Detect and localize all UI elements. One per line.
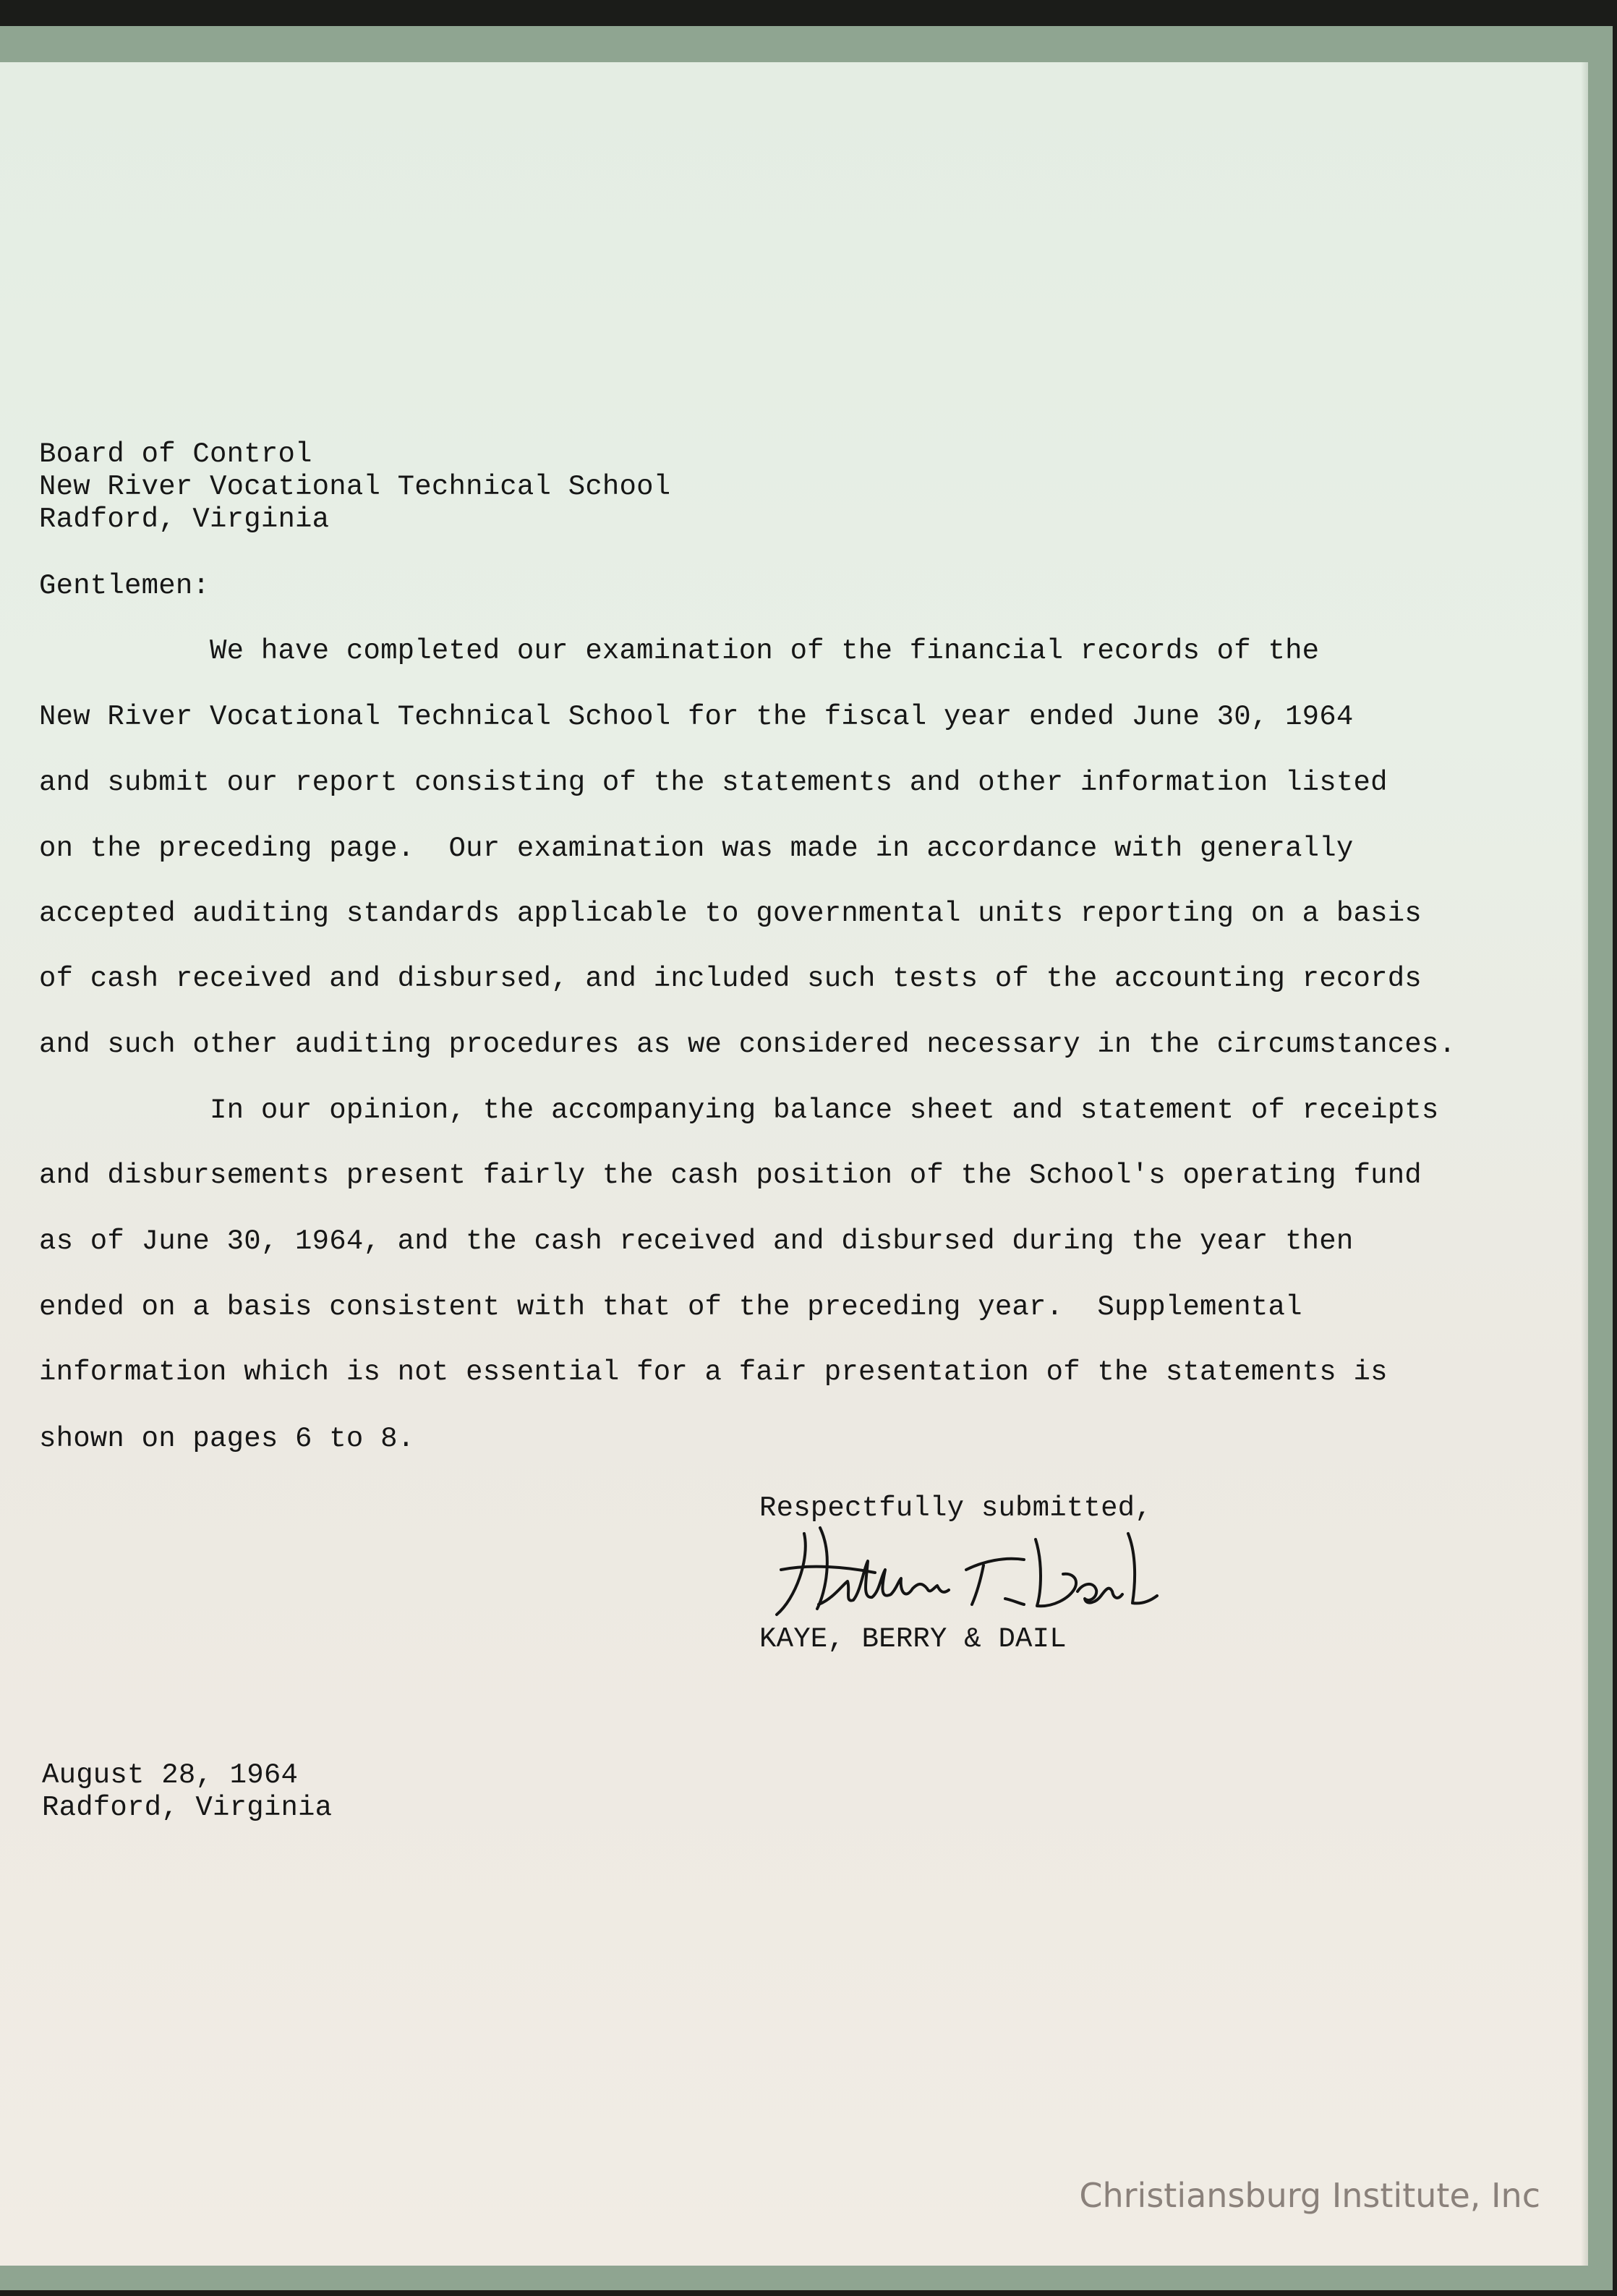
body-line: accepted auditing standards applicable to governmental units reporting on a basis — [39, 898, 1422, 930]
body-line: and submit our report consisting of the statements and other information listed — [39, 767, 1388, 799]
body-line: on the preceding page. Our examination was made in accordance with generally — [39, 833, 1354, 864]
letter-page — [0, 62, 1588, 2266]
body-line: and such other auditing procedures as we considered necessary in the circumstances. — [39, 1029, 1456, 1060]
addressee-line-2: New River Vocational Technical School — [39, 471, 671, 503]
firm-name: KAYE, BERRY & DAIL — [759, 1623, 1067, 1655]
body-line: of cash received and disbursed, and included such tests of the accounting records — [39, 963, 1422, 995]
body-line: In our opinion, the accompanying balance sheet and statement of receipts — [39, 1094, 1439, 1126]
body-line: as of June 30, 1964, and the cash received and disbursed during the year then — [39, 1225, 1354, 1257]
body-line: ended on a basis consistent with that of the preceding year. Supplemental — [39, 1291, 1302, 1323]
letter-place: Radford, Virginia — [42, 1792, 333, 1824]
addressee-line-1: Board of Control — [39, 438, 312, 470]
closing: Respectfully submitted, — [759, 1492, 1152, 1524]
body-line: New River Vocational Technical School for the fiscal year ended June 30, 1964 — [39, 701, 1354, 733]
body-line: shown on pages 6 to 8. — [39, 1423, 415, 1455]
signature — [767, 1519, 1172, 1628]
body-line: We have completed our examination of the financial records of the — [39, 635, 1320, 667]
body-line: and disbursements present fairly the cash position of the School's operating fund — [39, 1160, 1422, 1191]
salutation: Gentlemen: — [39, 570, 210, 602]
addressee-line-3: Radford, Virginia — [39, 503, 330, 535]
body-line: information which is not essential for a fair presentation of the statements is — [39, 1356, 1388, 1388]
page-edge-shadow — [1581, 62, 1588, 2266]
letter-date: August 28, 1964 — [42, 1759, 299, 1791]
watermark: Christiansburg Institute, Inc — [1079, 2176, 1540, 2215]
